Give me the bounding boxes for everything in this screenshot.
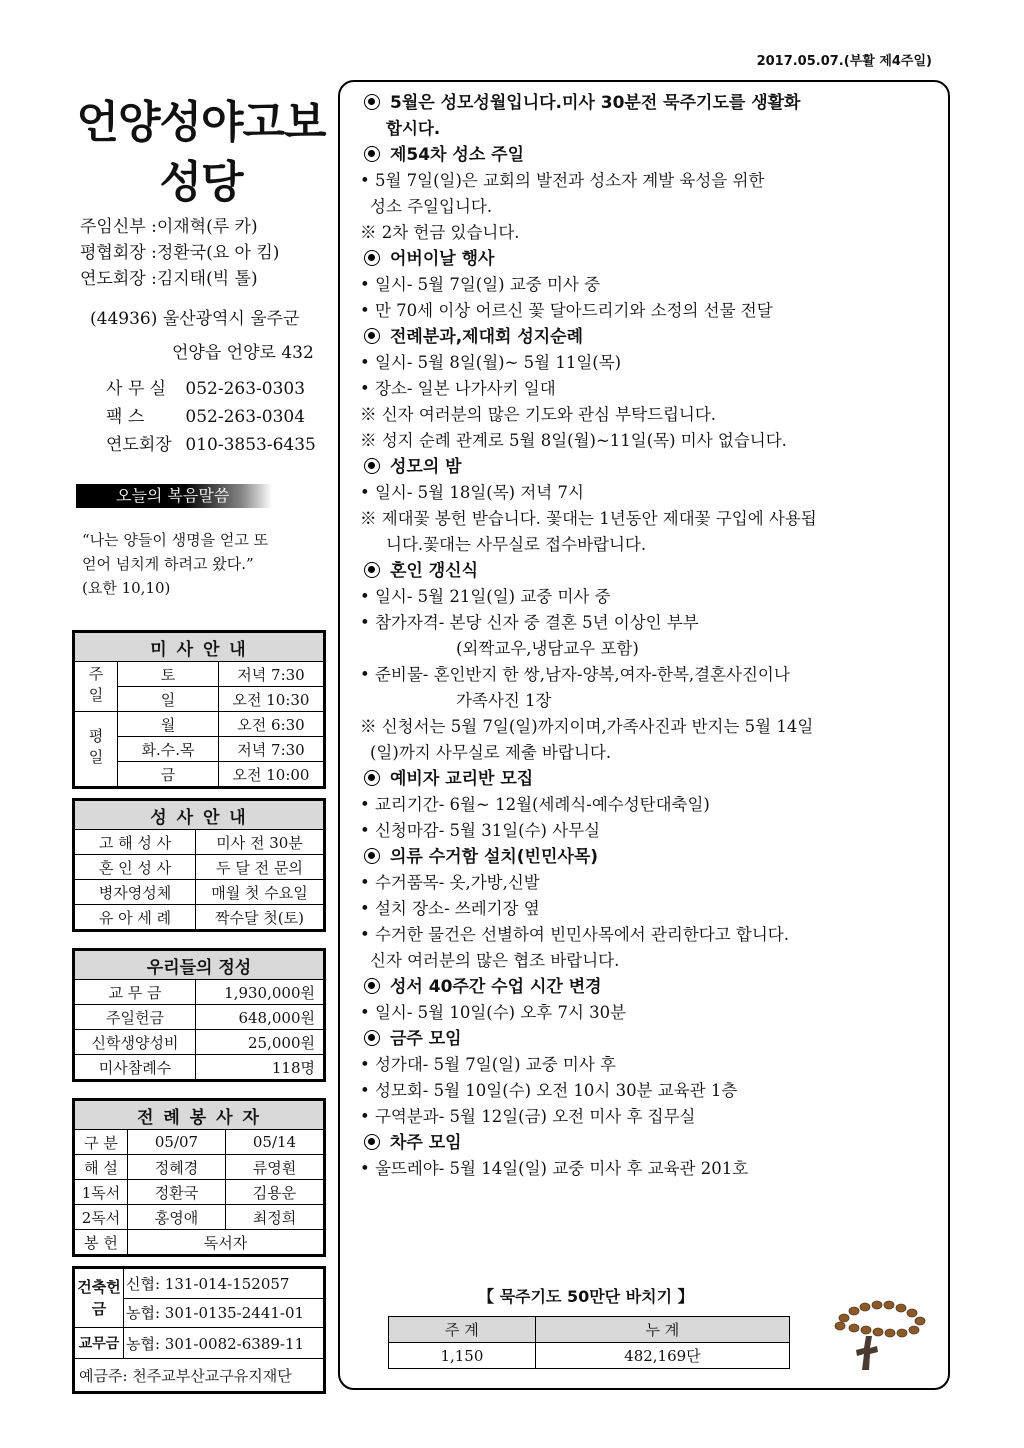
notice-line: • 수거품목- 옷,가방,신발 xyxy=(360,870,940,896)
notice-heading: 제54차 성소 주일 xyxy=(360,142,940,168)
bullseye-icon xyxy=(364,848,380,864)
notice-line: • 신청마감- 5월 31일(수) 사무실 xyxy=(360,818,940,844)
notice-line: • 일시- 5월 21일(일) 교중 미사 중 xyxy=(360,584,940,610)
rosary-table: 주 계 누 계 1,150 482,169단 xyxy=(388,1316,790,1369)
bullseye-icon xyxy=(364,146,380,162)
issue-date: 2017.05.07.(부활 제4주일) xyxy=(756,54,932,69)
notice-heading: 금주 모임 xyxy=(360,1026,940,1052)
notice-line: • 구역분과- 5월 12일(금) 오전 미사 후 집무실 xyxy=(360,1104,940,1130)
address-line2: 언양읍 언양로 432 xyxy=(172,343,314,363)
notice-heading: 5월은 성모성월입니다.미사 30분전 묵주기도를 생활화 xyxy=(360,90,940,116)
notice-line: • 성모회- 5월 10일(수) 오전 10시 30분 교육관 1층 xyxy=(360,1078,940,1104)
notice-line: • 성가대- 5월 7일(일) 교중 미사 후 xyxy=(360,1052,940,1078)
contact-fax: 팩 스 052-263-0304 xyxy=(106,407,306,427)
notice-line: ※ 제대꽃 봉헌 받습니다. 꽃대는 1년동안 제대꽃 구입에 사용됩 xyxy=(360,509,817,528)
staff-yeondo-president: 연도회장 :김지태(빅 톨) xyxy=(80,269,258,289)
notice-line: (일)까지 사무실로 제출 바랍니다. xyxy=(370,743,612,762)
notice-line: • 일시- 5월 8일(월)~ 5월 11일(목) xyxy=(360,350,940,376)
sacraments-heading: 성 사 안 내 xyxy=(75,801,324,830)
bullseye-icon xyxy=(364,562,380,578)
contact-list xyxy=(106,376,316,458)
offerings-heading: 우리들의 정성 xyxy=(75,951,324,980)
gyomu-label: 교무금 xyxy=(75,1328,124,1359)
notice-line: • 교리기간- 6월~ 12월(세례식-예수성탄대축일) xyxy=(360,792,940,818)
parish-title-line1: 언양성야고보 xyxy=(76,97,326,148)
rosary-icon xyxy=(826,1296,936,1376)
notice-line: ※ 2차 헌금 있습니다. xyxy=(360,223,520,242)
accounts-table: 건축헌금 신협: 131-014-152057 농협: 301-0135-2441-01 교무금 농협: 301-0082-6389-11 예금주: 천주교부산교구유지재단 xyxy=(74,1268,324,1392)
parish-title-line2: 성당 xyxy=(159,157,243,208)
bullseye-icon xyxy=(364,328,380,344)
rosary-total-count: 482,169단 xyxy=(535,1343,789,1369)
notice-line: • 수거한 물건은 선별하여 빈민사목에서 관리한다고 합니다. xyxy=(360,922,940,948)
offerings-table: 우리들의 정성 교 무 금 1,930,000원 주일헌금 648,000원 신학생양성비 25,000원 미사참례수 118명 xyxy=(74,950,324,1080)
notice-line: • 울뜨레야- 5월 14일(일) 교중 미사 후 교육관 201호 xyxy=(360,1156,940,1182)
servers-table: 전 례 봉 사 자 구 분 05/07 05/14 해 설 정혜경 류영훤 1독서 정환국 김용운 2독서 홍영애 최정희 봉 헌 독서자 xyxy=(74,1100,324,1255)
bullseye-icon xyxy=(364,1030,380,1046)
notice-heading: 혼인 갱신식 xyxy=(360,558,940,584)
notice-line: 가족사진 1장 xyxy=(456,691,552,710)
building-fund-label: 건축헌금 xyxy=(75,1269,124,1328)
notice-heading: 의류 수거함 설치(빈민사목) xyxy=(360,844,940,870)
gospel-quote: “나는 양들이 생명을 얻고 또 얻어 넘치게 하려고 왔다.” (요한 10,10) xyxy=(82,531,269,597)
contact-office: 사 무 실 052-263-0303 xyxy=(106,379,306,399)
notice-line: • 일시- 5월 10일(수) 오후 7시 30분 xyxy=(360,1000,940,1026)
bullseye-icon xyxy=(364,458,380,474)
rosary-title: 【 묵주기도 50만단 바치기 】 xyxy=(478,1287,694,1306)
notice-line: 신자 여러분의 많은 협조 바랍니다. xyxy=(370,951,620,970)
gospel-heading: 오늘의 복음말씀 xyxy=(76,484,272,508)
notice-line: ※ 신청서는 5월 7일(일)까지이며,가족사진과 반지는 5월 14일 xyxy=(360,717,814,736)
mass-schedule-table: 미 사 안 내 주일 토 저녁 7:30 일 오전 10:30 평일 월 오전 6:30 화.수.목 저녁 7:30 금 오전 10:00 xyxy=(74,632,324,787)
sacraments-table: 성 사 안 내 고 해 성 사 미사 전 30분 혼 인 성 사 두 달 전 문의 병자영성체 매월 첫 수요일 유 아 세 례 짝수달 첫(토) xyxy=(74,800,324,930)
contact-yeondo: 연도회장 010-3853-6435 xyxy=(106,435,316,455)
bullseye-icon xyxy=(364,978,380,994)
bullseye-icon xyxy=(364,770,380,786)
rosary-week-count: 1,150 xyxy=(389,1343,536,1369)
notice-heading: 전례분과,제대회 성지순례 xyxy=(360,324,940,350)
account-holder: 예금주: 천주교부산교구유지재단 xyxy=(75,1359,324,1392)
notice-line: 합시다. xyxy=(386,119,441,138)
notice-line: ※ 성지 순례 관계로 5월 8일(월)~11일(목) 미사 없습니다. xyxy=(360,431,787,450)
address-line1: (44936) 울산광역시 울주군 xyxy=(90,309,300,329)
notice-line: 성소 주일입니다. xyxy=(370,197,493,216)
notices-list xyxy=(360,90,940,1182)
notice-line: • 장소- 일본 나가사키 일대 xyxy=(360,376,940,402)
notice-line: 니다.꽃대는 사무실로 접수바랍니다. xyxy=(386,535,647,554)
notice-heading: 예비자 교리반 모집 xyxy=(360,766,940,792)
notice-line: • 5월 7일(일)은 교회의 발전과 성소자 계발 육성을 위한 xyxy=(360,168,940,194)
servers-heading: 전 례 봉 사 자 xyxy=(75,1101,324,1130)
bullseye-icon xyxy=(364,94,380,110)
bullseye-icon xyxy=(364,1134,380,1150)
notice-line: • 일시- 5월 7일(일) 교중 미사 중 xyxy=(360,272,940,298)
notice-line: • 참가자격- 본당 신자 중 결혼 5년 이상인 부부 xyxy=(360,610,940,636)
notice-line: (외짝교우,냉담교우 포함) xyxy=(456,639,639,658)
sunday-label: 주일 xyxy=(75,662,118,712)
notice-heading: 성모의 밤 xyxy=(360,454,940,480)
notice-line: • 일시- 5월 18일(목) 저녁 7시 xyxy=(360,480,940,506)
staff-council-president: 평협회장 :정환국(요 아 킴) xyxy=(80,243,280,263)
notice-line: • 준비물- 혼인반지 한 쌍,남자-양복,여자-한복,결혼사진이나 xyxy=(360,662,940,688)
weekday-label: 평일 xyxy=(75,712,118,787)
mass-heading: 미 사 안 내 xyxy=(75,633,324,662)
notice-heading: 차주 모임 xyxy=(360,1130,940,1156)
notice-line: • 설치 장소- 쓰레기장 옆 xyxy=(360,896,940,922)
notice-line: ※ 신자 여러분의 많은 기도와 관심 부탁드립니다. xyxy=(360,405,717,424)
notice-heading: 어버이날 행사 xyxy=(360,246,940,272)
bullseye-icon xyxy=(364,250,380,266)
notice-line: • 만 70세 이상 어르신 꽃 달아드리기와 소정의 선물 전달 xyxy=(360,298,940,324)
notice-heading: 성서 40주간 수업 시간 변경 xyxy=(360,974,940,1000)
staff-list xyxy=(80,214,279,292)
staff-pastor: 주임신부 :이재혁(루 카) xyxy=(80,217,258,237)
